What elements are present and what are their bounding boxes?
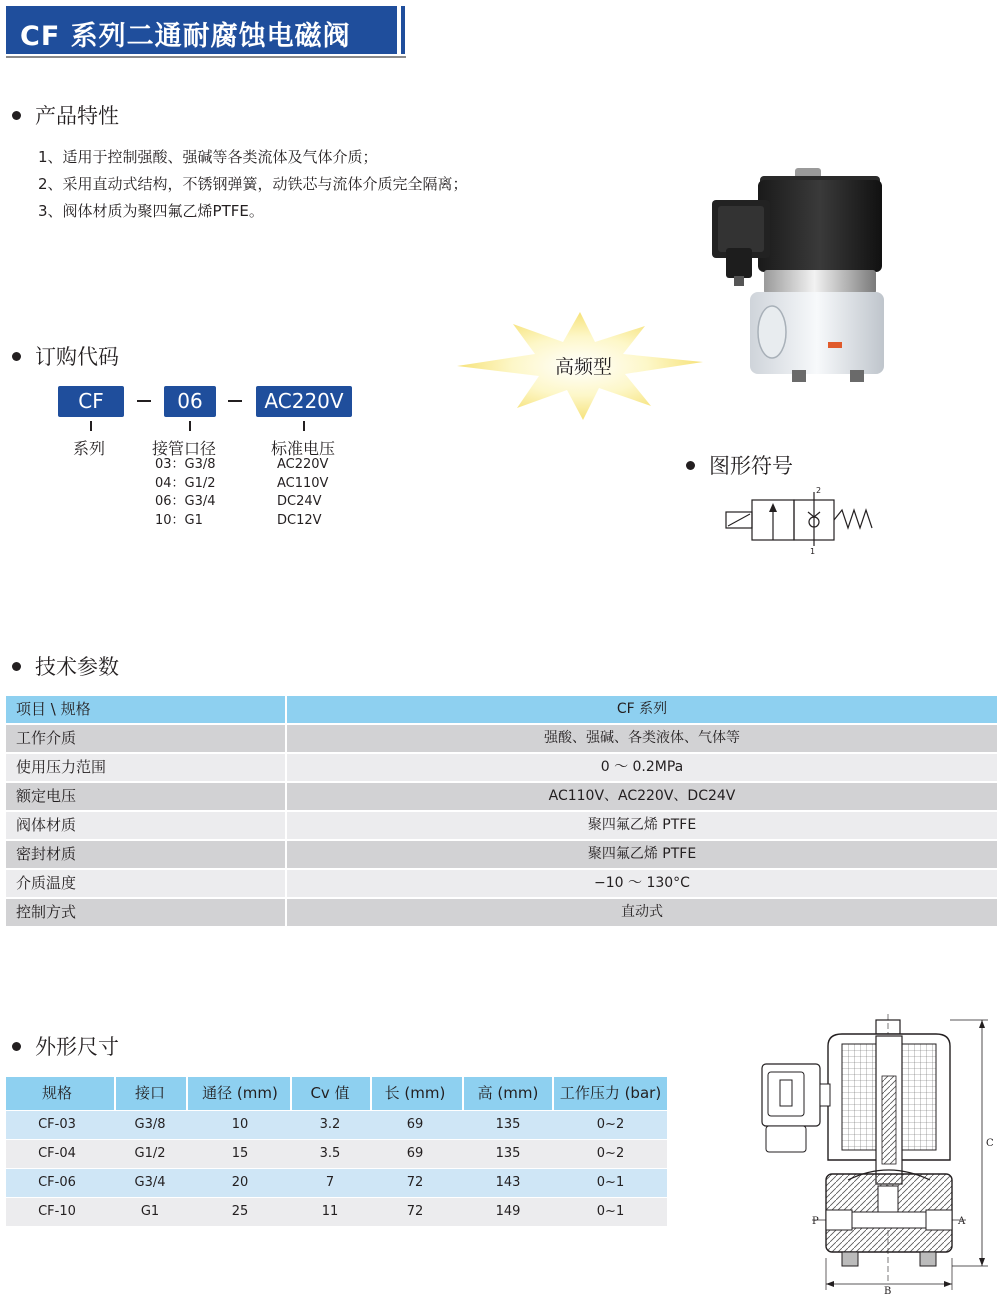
table-row: [6, 870, 997, 898]
table-row: [6, 725, 997, 753]
table-row: [6, 812, 997, 840]
symbol-port-2: 2: [816, 486, 822, 495]
dims-cell: 72: [406, 1204, 424, 1219]
dims-heading-text: 外形尺寸: [35, 1035, 119, 1059]
code-port-label: 接管口径: [152, 439, 217, 458]
dims-cell: 3.5: [319, 1146, 341, 1161]
symbol-heading: [686, 450, 793, 480]
title-banner: [6, 6, 397, 54]
table-row: [6, 1198, 667, 1226]
dims-cell: 149: [495, 1204, 521, 1219]
tech-value-cell: −10 ～ 130°C: [287, 870, 997, 897]
dims-header-cell: Cv 值: [310, 1084, 350, 1102]
code-series-box: CF: [58, 386, 124, 417]
port-option: 10：G1: [155, 512, 203, 528]
dims-cell: 11: [321, 1204, 339, 1219]
dims-cell: 25: [231, 1204, 249, 1219]
product-photo: [700, 166, 900, 390]
port-option: 04：G1/2: [155, 475, 216, 491]
dims-heading: [12, 1031, 119, 1061]
bullet-icon: [12, 352, 21, 361]
voltage-option: DC24V: [277, 494, 322, 509]
code-tick: [90, 421, 92, 431]
dim-c-label: C: [986, 1138, 994, 1149]
feature-item: 3、阀体材质为聚四氟乙烯PTFE。: [38, 202, 264, 220]
dims-header-cell: 工作压力 (bar): [559, 1084, 662, 1102]
tech-value-cell: AC110V、AC220V、DC24V: [287, 783, 997, 810]
symbol-port-1: 1: [810, 547, 816, 556]
voltage-option: DC12V: [277, 512, 322, 528]
table-row: [6, 899, 997, 927]
port-p-label: P: [812, 1216, 819, 1227]
symbol-heading-text: 图形符号: [709, 454, 793, 478]
voltage-option: AC110V: [277, 475, 329, 491]
bullet-icon: [12, 662, 21, 671]
tech-label-cell: 介质温度: [6, 870, 285, 897]
tech-label-cell: 密封材质: [6, 841, 285, 868]
tech-label-cell: 使用压力范围: [6, 754, 285, 781]
tech-header-cell: CF 系列: [287, 696, 997, 723]
table-row: [6, 1111, 667, 1139]
voltage-options: [277, 456, 328, 530]
dims-cell: 0~2: [596, 1117, 625, 1132]
features-list: [38, 144, 468, 225]
dims-cell: 7: [325, 1175, 335, 1190]
tech-value-cell: 聚四氟乙烯 PTFE: [287, 841, 997, 868]
dims-cell: CF-06: [38, 1175, 76, 1190]
feature-item: 2、采用直动式结构，不锈钢弹簧，动铁芯与流体介质完全隔离；: [38, 175, 468, 193]
tech-header-cell: 项目 \ 规格: [6, 696, 285, 723]
dims-cell: 20: [231, 1175, 249, 1190]
tech-value-cell: 0 ～ 0.2MPa: [287, 754, 997, 781]
tech-label-cell: 阀体材质: [6, 812, 285, 839]
dims-cell: 72: [406, 1175, 424, 1190]
title-stripe-accent: [401, 6, 405, 54]
code-voltage-box: AC220V: [256, 386, 352, 417]
dims-cell: G1: [140, 1204, 160, 1219]
port-option: 03：G3/8: [155, 457, 216, 472]
tech-label-cell: 工作介质: [6, 725, 285, 752]
port-options: [155, 456, 216, 530]
burst-label: 高频型: [555, 356, 613, 378]
dims-cell: 69: [406, 1117, 424, 1132]
features-heading-text: 产品特性: [35, 104, 119, 128]
dims-header-row: [6, 1077, 667, 1110]
dims-header-cell: 接口: [134, 1084, 165, 1102]
dims-header-cell: 规格: [41, 1084, 72, 1102]
tech-label-cell: 控制方式: [6, 899, 285, 926]
dims-cell: 0~1: [596, 1204, 625, 1219]
title-underline: [6, 56, 406, 58]
tech-value-cell: 强酸、强碱、各类液体、气体等: [287, 725, 997, 752]
port-a-label: A: [958, 1216, 966, 1227]
dims-cell: 143: [495, 1175, 521, 1190]
code-dash: [137, 400, 151, 402]
table-row: [6, 754, 997, 782]
dims-cell: 0~1: [596, 1175, 625, 1190]
code-tick: [189, 421, 191, 431]
tech-label-cell: 额定电压: [6, 783, 285, 810]
bullet-icon: [686, 461, 695, 470]
table-row: [6, 841, 997, 869]
dims-cell: 0~2: [596, 1146, 625, 1161]
dimension-drawing: [752, 1014, 996, 1296]
tech-heading: [12, 651, 119, 681]
feature-item: 1、适用于控制强酸、强碱等各类流体及气体介质；: [38, 148, 378, 166]
dims-cell: 135: [495, 1146, 521, 1161]
dims-cell: G3/4: [134, 1175, 166, 1190]
tech-table: [6, 696, 997, 926]
table-row: [6, 783, 997, 811]
dims-cell: 3.2: [319, 1117, 341, 1132]
page-title: CF 系列二通耐腐蚀电磁阀: [20, 21, 351, 52]
valve-symbol: [722, 484, 878, 556]
dims-cell: CF-10: [38, 1204, 76, 1219]
dim-b-label: B: [884, 1286, 892, 1296]
code-tick: [303, 421, 305, 431]
port-option: 06：G3/4: [155, 494, 216, 509]
dims-cell: CF-03: [38, 1117, 76, 1132]
dims-cell: 135: [495, 1117, 521, 1132]
code-dash: [228, 400, 242, 402]
dims-header-cell: 高 (mm): [477, 1084, 539, 1102]
tech-value-cell: 聚四氟乙烯 PTFE: [287, 812, 997, 839]
dims-cell: 69: [406, 1146, 424, 1161]
dims-cell: G3/8: [134, 1117, 166, 1132]
table-row: [6, 1140, 667, 1168]
code-voltage-label: 标准电压: [271, 439, 336, 458]
dims-cell: CF-04: [38, 1146, 76, 1161]
voltage-option: AC220V: [277, 457, 329, 472]
tech-header-row: [6, 696, 997, 724]
tech-value-cell: 直动式: [287, 899, 997, 926]
bullet-icon: [12, 111, 21, 120]
dims-table: [6, 1077, 667, 1227]
code-series-label: 系列: [73, 439, 106, 458]
dims-cell: G1/2: [134, 1146, 166, 1161]
dims-header-cell: 长 (mm): [384, 1084, 446, 1102]
dims-cell: 10: [231, 1117, 249, 1132]
table-row: [6, 1169, 667, 1197]
order-heading: [12, 341, 119, 371]
tech-heading-text: 技术参数: [35, 655, 119, 679]
order-heading-text: 订购代码: [35, 345, 119, 369]
code-port-box: 06: [164, 386, 216, 417]
features-heading: [12, 100, 119, 130]
dims-header-cell: 通径 (mm): [202, 1084, 278, 1102]
dims-cell: 15: [231, 1146, 249, 1161]
bullet-icon: [12, 1042, 21, 1051]
